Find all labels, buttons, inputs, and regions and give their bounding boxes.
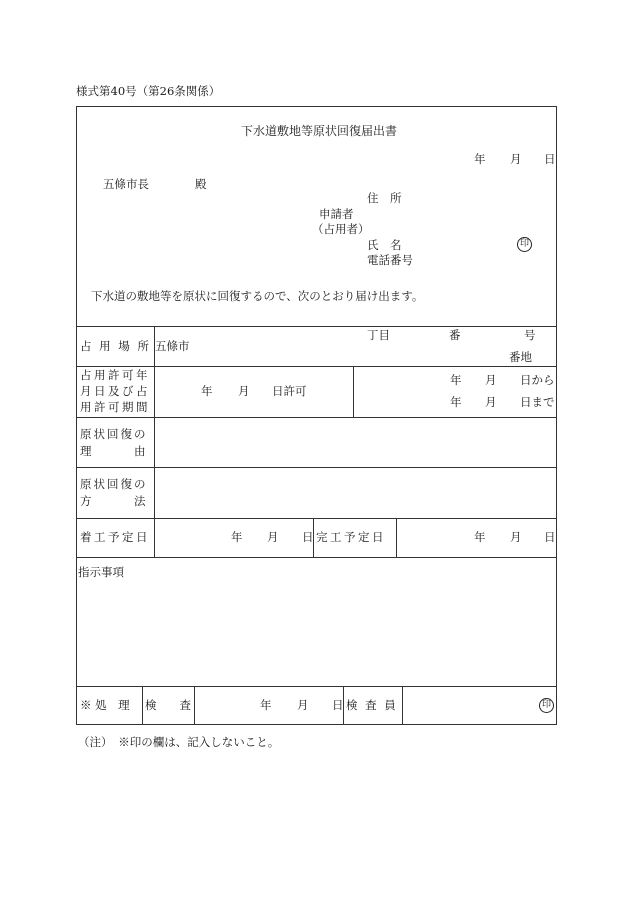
inspector-label: 検 査 員: [346, 698, 398, 712]
addressee-honorific: 殿: [195, 177, 207, 191]
from-month: 月: [485, 373, 497, 387]
start-day: 日: [302, 530, 314, 544]
end-date-label: 完工予定日: [316, 530, 386, 544]
address-label: 住 所: [367, 191, 402, 205]
permit-year: 年: [201, 384, 213, 398]
footnote: （注） ※印の欄は、記入しないこと。: [78, 735, 280, 749]
applicant-label: 申請者: [319, 207, 354, 221]
processing-divider-1: [142, 686, 143, 725]
instructions-label: 指示事項: [78, 565, 124, 579]
row-line-reason-top: [76, 417, 557, 418]
method-label-line2: 方 法: [80, 494, 148, 508]
schedule-divider-2: [396, 518, 397, 558]
date-month: 月: [510, 152, 522, 166]
label-column-divider: [154, 326, 155, 558]
row-line-schedule-top: [76, 518, 557, 519]
phone-label: 電話番号: [367, 253, 413, 267]
end-month: 月: [510, 530, 522, 544]
date-day: 日: [544, 152, 556, 166]
row-line-method-top: [76, 467, 557, 468]
applicant-sub-label: （占用者）: [312, 222, 370, 236]
name-label: 氏 名: [367, 238, 402, 252]
processing-divider-4: [402, 686, 403, 725]
period-label-line2: 月日及び占: [80, 384, 150, 398]
end-year: 年: [474, 530, 486, 544]
method-label-line1: 原状回復の: [80, 477, 148, 491]
processing-month: 月: [297, 698, 309, 712]
frame-left: [76, 106, 77, 725]
start-year: 年: [231, 530, 243, 544]
start-date-label: 着工予定日: [80, 530, 150, 544]
frame-top: [76, 106, 557, 107]
frame-right: [556, 106, 557, 725]
processing-day: 日: [332, 698, 344, 712]
to-year: 年: [450, 395, 462, 409]
form-number: 様式第40号（第26条関係）: [76, 84, 221, 98]
statement: 下水道の敷地等を原状に回復するので、次のとおり届け出ます。: [91, 289, 424, 303]
period-divider: [353, 366, 354, 418]
addressee-name: 五條市長: [103, 177, 149, 191]
permit-month: 月: [238, 384, 250, 398]
from-year: 年: [450, 373, 462, 387]
end-day: 日: [544, 530, 556, 544]
date-year: 年: [474, 152, 486, 166]
start-month: 月: [267, 530, 279, 544]
inspection-label: 検 査: [145, 698, 191, 712]
row-line-instructions-top: [76, 557, 557, 558]
location-go: 号: [524, 328, 536, 342]
inspector-seal-icon: 印: [539, 698, 554, 713]
row-line-location-top: [76, 326, 557, 327]
period-label-line1: 占用許可年: [80, 368, 150, 382]
location-chome: 丁目: [367, 328, 390, 342]
row-line-processing-top: [76, 686, 557, 687]
form-title: 下水道敷地等原状回復届出書: [241, 124, 398, 138]
location-city: 五條市: [155, 339, 190, 353]
period-label-line3: 用許可期間: [80, 400, 150, 414]
processing-divider-2: [194, 686, 195, 725]
reason-label-line2: 理 由: [80, 444, 148, 458]
frame-bottom: [76, 724, 557, 725]
processing-label: ※ 処 理: [80, 698, 130, 712]
processing-year: 年: [260, 698, 272, 712]
location-banchi: 番地: [509, 350, 532, 364]
reason-label-line1: 原状回復の: [80, 427, 148, 441]
permit-day: 日許可: [272, 384, 307, 398]
from-day: 日から: [520, 373, 555, 387]
to-month: 月: [485, 395, 497, 409]
to-day: 日まで: [520, 395, 555, 409]
location-ban: 番: [449, 328, 461, 342]
row-line-period-top: [76, 366, 557, 367]
applicant-seal-icon: 印: [517, 237, 532, 252]
location-label: 占 用 場 所: [80, 339, 151, 353]
